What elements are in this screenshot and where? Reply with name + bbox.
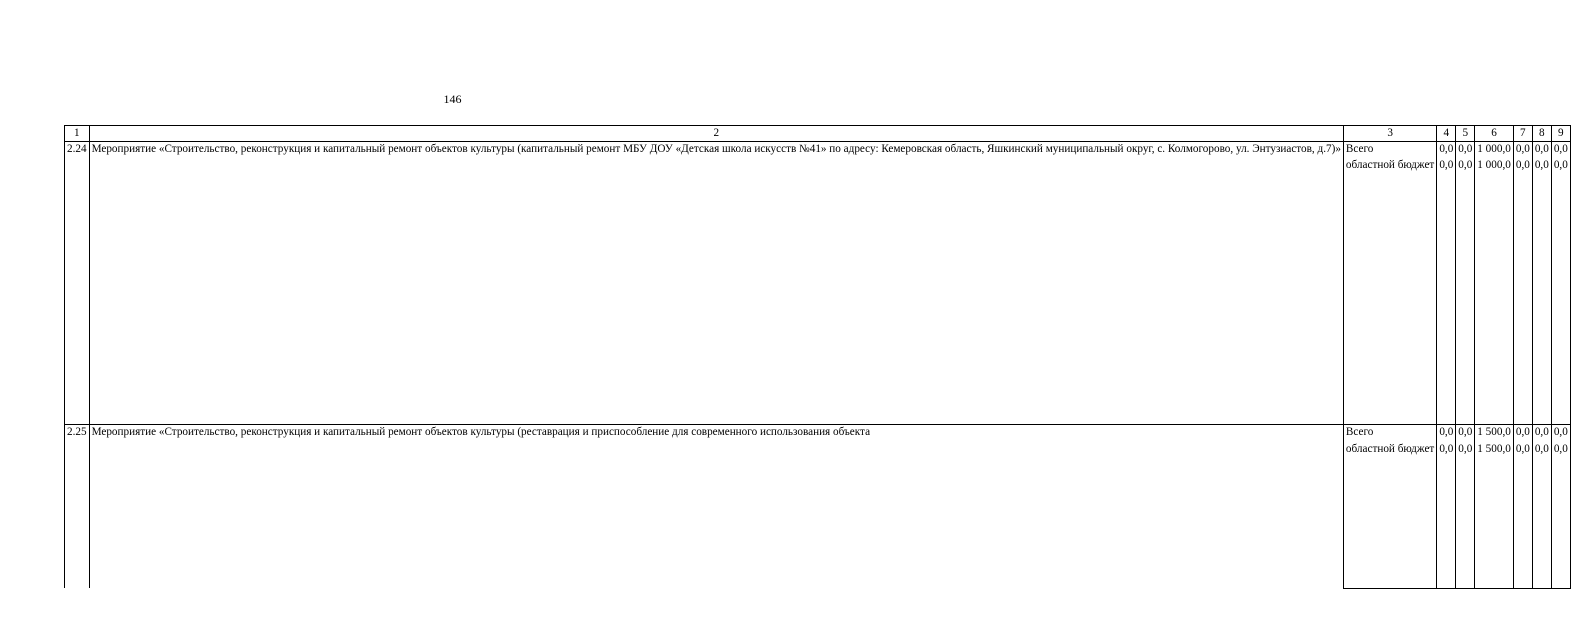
table-row [65, 142, 1571, 159]
value-cell: 0,0 [1551, 158, 1570, 425]
column-header: 4 [1437, 126, 1456, 142]
value-cell: 0,0 [1532, 442, 1551, 589]
funding-source: областной бюджет [1343, 442, 1436, 589]
funding-source: областной бюджет [1343, 158, 1436, 425]
value-cell: 0,0 [1437, 442, 1456, 589]
value-cell: 0,0 [1513, 142, 1532, 159]
table-row [65, 425, 1571, 442]
value-cell: 0,0 [1456, 158, 1475, 425]
funding-source: Всего [1343, 425, 1436, 442]
column-header: 3 [1343, 126, 1436, 142]
value-cell: 0,0 [1437, 158, 1456, 425]
row-description: Мероприятие «Строительство, реконструкция и капитальный ремонт объектов культуры (капитальный ремонт МБУ ДОУ «Детская школа искусств №41» по адресу: Кемеровская область, Яшкинский муниципальный округ, с. Колмогорово, ул. Энтузиастов, д.7)» [89, 142, 1343, 425]
value-cell: 0,0 [1551, 142, 1570, 159]
value-cell: 0,0 [1551, 425, 1570, 442]
row-description: Мероприятие «Строительство, реконструкция и капитальный ремонт объектов культуры (реставрация и приспособление для современного использования объекта [89, 425, 1343, 589]
value-cell: 1 000,0 [1475, 158, 1514, 425]
value-cell: 0,0 [1513, 425, 1532, 442]
row-code: 2.24 [65, 142, 90, 425]
column-header: 6 [1475, 126, 1514, 142]
budget-table [64, 125, 1571, 589]
funding-source: Всего [1343, 142, 1436, 159]
value-cell: 1 500,0 [1475, 442, 1514, 589]
value-cell: 0,0 [1513, 442, 1532, 589]
value-cell: 0,0 [1532, 158, 1551, 425]
value-cell: 0,0 [1456, 425, 1475, 442]
value-cell: 1 500,0 [1475, 425, 1514, 442]
page-number: 146 [443, 92, 462, 106]
column-header: 7 [1513, 126, 1532, 142]
column-header: 8 [1532, 126, 1551, 142]
value-cell: 0,0 [1532, 425, 1551, 442]
column-header: 9 [1551, 126, 1570, 142]
value-cell: 0,0 [1437, 142, 1456, 159]
column-header: 2 [89, 126, 1343, 142]
value-cell: 0,0 [1532, 142, 1551, 159]
row-code: 2.25 [65, 425, 90, 589]
column-header: 5 [1456, 126, 1475, 142]
value-cell: 0,0 [1551, 442, 1570, 589]
value-cell: 0,0 [1456, 442, 1475, 589]
value-cell: 1 000,0 [1475, 142, 1514, 159]
column-number-row [65, 126, 1571, 142]
value-cell: 0,0 [1456, 142, 1475, 159]
value-cell: 0,0 [1513, 158, 1532, 425]
column-header: 1 [65, 126, 90, 142]
value-cell: 0,0 [1437, 425, 1456, 442]
